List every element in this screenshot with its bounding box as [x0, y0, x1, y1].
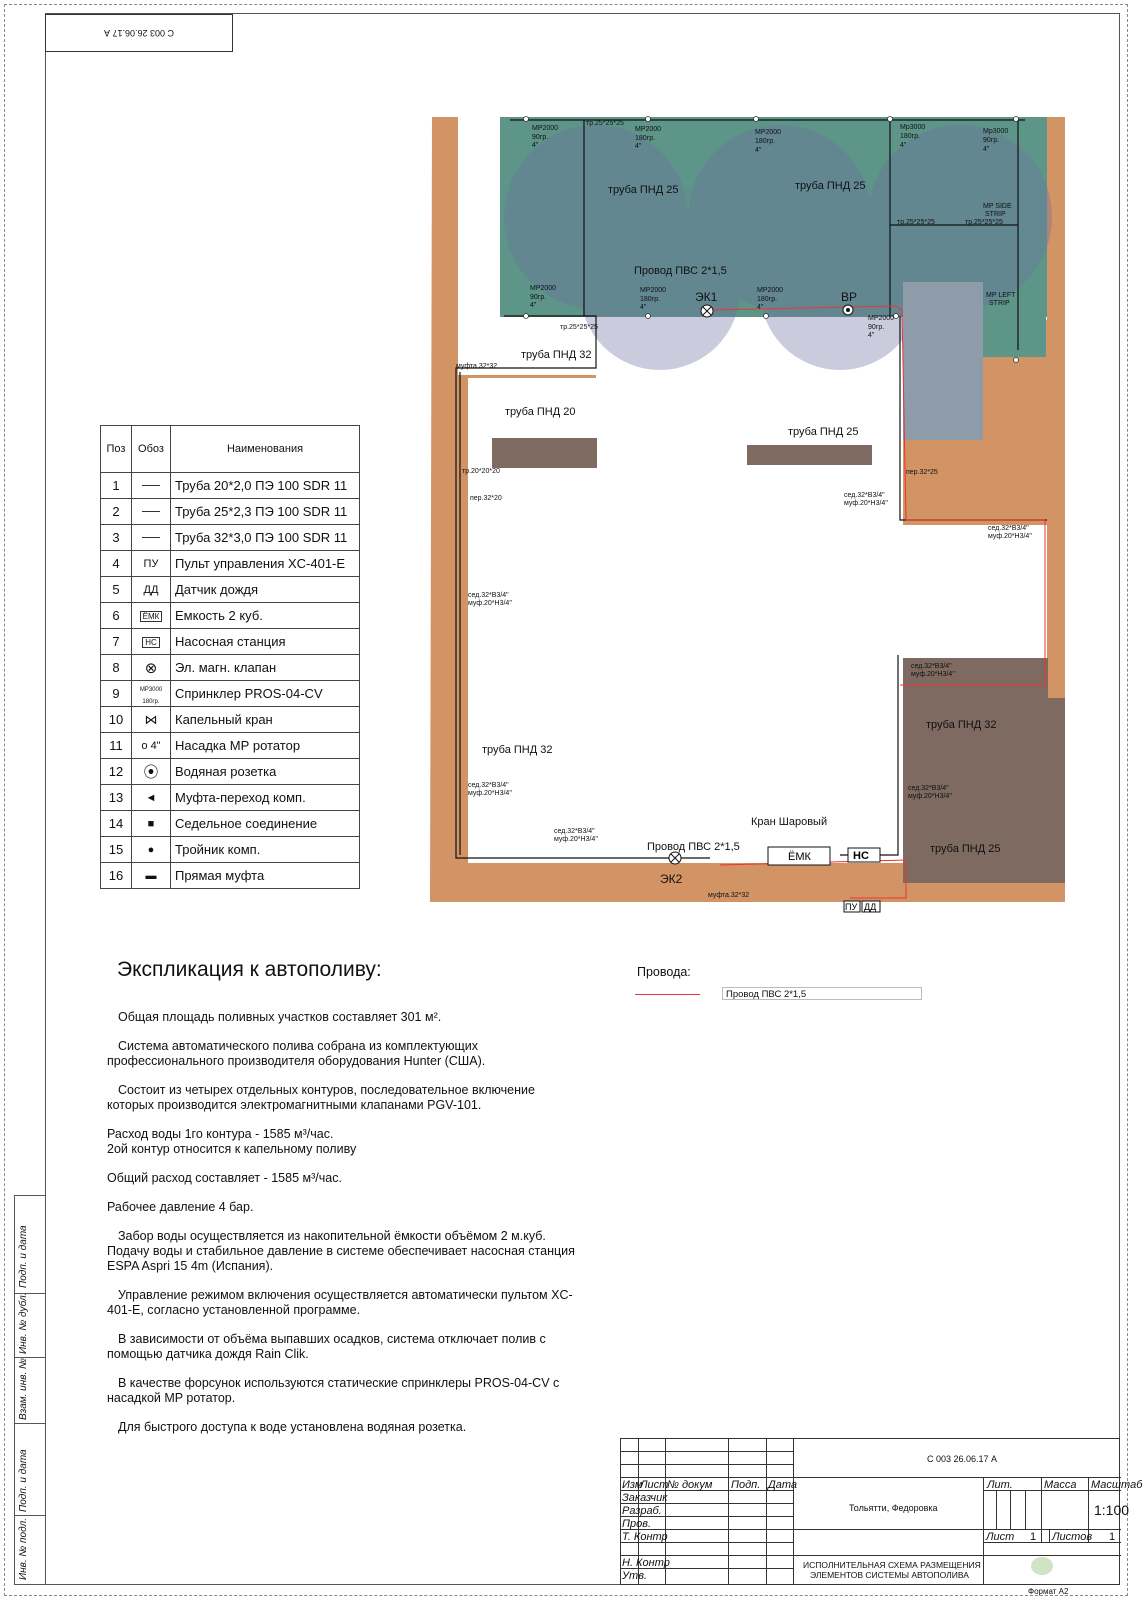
legend-symbol-text: ● — [147, 843, 155, 856]
svg-text:труба ПНД 32: труба ПНД 32 — [482, 744, 553, 756]
legend-pos: 7 — [101, 629, 132, 655]
svg-text:муф.20*Н3/4": муф.20*Н3/4" — [844, 500, 888, 507]
legend-symbol — [132, 629, 171, 655]
tb-col-list: Лист — [640, 1479, 669, 1491]
legend-name: Муфта-переход комп. — [171, 785, 360, 811]
svg-text:4": 4" — [900, 142, 907, 149]
legend-row — [101, 655, 360, 681]
explication-title: Экспликация к автополиву: — [117, 958, 382, 981]
legend-pos: 12 — [101, 759, 132, 785]
svg-text:сед.32*В3/4": сед.32*В3/4" — [844, 492, 885, 499]
svg-text:MP2000: MP2000 — [530, 285, 557, 292]
svg-text:MP SIDE: MP SIDE — [983, 203, 1012, 210]
legend-symbol — [132, 577, 171, 603]
legend-row — [101, 785, 360, 811]
expl-p2: Система автоматического полива собрана из комплектующих профессионального производителя оборудования Hunter (США). — [107, 1039, 486, 1068]
svg-text:180гр.: 180гр. — [755, 138, 776, 145]
legend-symbol — [132, 785, 171, 811]
legend-name: Эл. магн. клапан — [171, 655, 360, 681]
svg-text:муф.20*Н3/4": муф.20*Н3/4" — [908, 793, 952, 800]
expl-p8: Управление режимом включения осуществляется автоматически пультом XC-401-E, согласно установленной программе. — [107, 1288, 573, 1317]
legend-pos: 5 — [101, 577, 132, 603]
pipe-line-icon — [142, 511, 160, 512]
expl-p9: В зависимости от объёма выпавших осадков, система отключает полив с помощью датчика дождя Rain Clik. — [107, 1332, 546, 1361]
svg-text:муф.20*Н3/4": муф.20*Н3/4" — [988, 533, 1032, 540]
tb-massa: Масса — [1044, 1479, 1077, 1491]
expl-p4b: 2ой контур относится к капельному поливу — [107, 1142, 357, 1156]
tb-list-value: 1 — [1030, 1531, 1037, 1543]
legend-symbol — [132, 473, 171, 499]
svg-text:180гр.: 180гр. — [635, 135, 656, 142]
svg-text:4": 4" — [757, 304, 764, 311]
tb-title-1: ИСПОЛНИТЕЛЬНАЯ СХЕМА РАЗМЕЩЕНИЯ — [803, 1560, 981, 1570]
legend-symbol — [132, 759, 171, 785]
legend-row — [101, 629, 360, 655]
tb-role-6: Утв. — [622, 1570, 647, 1582]
wires-title: Провода: — [637, 965, 691, 979]
expl-p6: Рабочее давление 4 бар. — [107, 1200, 254, 1214]
svg-text:4": 4" — [868, 332, 875, 339]
svg-text:90гр.: 90гр. — [530, 294, 547, 301]
svg-text:НС: НС — [853, 850, 869, 862]
tb-role-5: Н. Контр — [622, 1557, 670, 1569]
legend-header-pos: Поз — [101, 426, 132, 473]
legend-symbol-text: ПУ — [143, 557, 159, 570]
svg-text:сед.32*В3/4": сед.32*В3/4" — [468, 782, 509, 789]
svg-text:ДД: ДД — [864, 902, 877, 912]
legend-symbol-text: MP3000 180гр. — [139, 686, 163, 705]
svg-text:MP2000: MP2000 — [757, 287, 784, 294]
legend-row — [101, 577, 360, 603]
wire-legend-line — [635, 994, 700, 995]
svg-text:4": 4" — [530, 302, 537, 309]
legend-symbol — [132, 707, 171, 733]
svg-text:муф.20*Н3/4": муф.20*Н3/4" — [468, 790, 512, 797]
legend-pos: 4 — [101, 551, 132, 577]
legend-symbol-text: ■ — [147, 817, 155, 830]
svg-text:ВР: ВР — [841, 290, 858, 304]
side-label-1: Подп. и дата — [18, 1225, 29, 1288]
svg-text:муф.20*Н3/4": муф.20*Н3/4" — [554, 836, 598, 843]
svg-text:MP LEFT: MP LEFT — [986, 292, 1016, 299]
legend-symbol — [132, 811, 171, 837]
svg-text:90гр.: 90гр. — [983, 137, 1000, 144]
expl-p1: Общая площадь поливных участков составляет 301 м². — [118, 1010, 442, 1024]
svg-text:тр.20*20*20: тр.20*20*20 — [462, 468, 500, 475]
svg-text:труба ПНД 25: труба ПНД 25 — [930, 843, 1001, 855]
svg-text:STRIP: STRIP — [989, 300, 1010, 307]
tb-role-1: Заказчик — [622, 1492, 668, 1504]
svg-text:4": 4" — [755, 147, 762, 154]
explication-text — [107, 1010, 577, 1449]
side-label-4: Подп. и дата — [18, 1449, 29, 1512]
svg-text:Mp3000: Mp3000 — [900, 124, 926, 131]
legend-pos: 13 — [101, 785, 132, 811]
legend-name: Тройник комп. — [171, 837, 360, 863]
legend-symbol — [132, 551, 171, 577]
legend-symbol — [132, 499, 171, 525]
legend-name: Водяная розетка — [171, 759, 360, 785]
tb-col-izm: Изм — [622, 1479, 643, 1491]
tb-listov-label: Листов — [1052, 1531, 1093, 1543]
tb-listov-value: 1 — [1109, 1531, 1116, 1543]
side-stamp-strip — [14, 1195, 46, 1585]
svg-text:сед.32*В3/4": сед.32*В3/4" — [468, 592, 509, 599]
svg-text:сед.32*В3/4": сед.32*В3/4" — [988, 525, 1029, 532]
svg-text:труба ПНД 20: труба ПНД 20 — [505, 406, 576, 418]
legend-row — [101, 863, 360, 889]
title-block — [620, 1438, 1142, 1585]
irrigation-plan — [420, 110, 1080, 910]
legend-symbol-text: ◄ — [145, 791, 157, 804]
drip-valve-icon: ⋈ — [144, 711, 158, 727]
svg-text:Кран Шаровый: Кран Шаровый — [751, 816, 828, 828]
legend-symbol-text: НС — [142, 637, 160, 648]
legend-name: Емкость 2 куб. — [171, 603, 360, 629]
svg-text:STRIP: STRIP — [985, 211, 1006, 218]
svg-text:MP2000: MP2000 — [635, 126, 662, 133]
legend-pos: 6 — [101, 603, 132, 629]
legend-name: Насадка МР ротатор — [171, 733, 360, 759]
legend-row — [101, 525, 360, 551]
format-label: Формат А2 — [1028, 1587, 1069, 1596]
legend-name: Седельное соединение — [171, 811, 360, 837]
expl-p4a: Расход воды 1го контура - 1585 м³/час. — [107, 1127, 334, 1141]
side-label-3: Взам. инв. № — [18, 1358, 29, 1420]
expl-p3: Состоит из четырех отдельных контуров, последовательное включение которых производится электромагнитными клапанами PGV-101. — [107, 1083, 535, 1112]
legend-symbol — [132, 655, 171, 681]
tb-col-date: Дата — [768, 1479, 798, 1491]
legend-pos: 3 — [101, 525, 132, 551]
legend-row — [101, 603, 360, 629]
svg-text:Провод ПВС 2*1,5: Провод ПВС 2*1,5 — [647, 841, 740, 853]
svg-text:тр.25*25*25: тр.25*25*25 — [897, 219, 935, 226]
plan-bed-2 — [747, 445, 872, 465]
legend-name: Труба 25*2,3 ПЭ 100 SDR 11 — [171, 499, 360, 525]
legend-row — [101, 551, 360, 577]
svg-text:ЭК2: ЭК2 — [660, 872, 683, 886]
legend-row — [101, 707, 360, 733]
tb-role-2: Разраб. — [622, 1505, 662, 1517]
tb-title-2: ЭЛЕМЕНТОВ СИСТЕМЫ АВТОПОЛИВА — [810, 1570, 969, 1580]
expl-p7: Забор воды осуществляется из накопительной ёмкости объёмом 2 м.куб. Подачу воды и стабильное давление в системе обеспечивает насосная станция ESPA Aspri 15 4m (Испания). — [107, 1229, 575, 1273]
tb-role-3: Пров. — [622, 1518, 652, 1530]
svg-text:пер.32*20: пер.32*20 — [470, 495, 502, 502]
tb-list-label: Лист — [986, 1531, 1015, 1543]
svg-text:Mp3000: Mp3000 — [983, 128, 1009, 135]
water-outlet-icon: ⦿ — [143, 764, 159, 781]
svg-text:ЁМК: ЁМК — [788, 851, 811, 863]
svg-text:180гр.: 180гр. — [640, 296, 661, 303]
legend-pos: 9 — [101, 681, 132, 707]
svg-text:сед.32*В3/4": сед.32*В3/4" — [911, 663, 952, 670]
legend-pos: 15 — [101, 837, 132, 863]
legend-row — [101, 733, 360, 759]
svg-text:тр.25*25*25: тр.25*25*25 — [965, 219, 1003, 226]
legend-symbol — [132, 733, 171, 759]
legend-row — [101, 837, 360, 863]
legend-row — [101, 811, 360, 837]
legend-symbol — [132, 681, 171, 707]
legend-symbol-text: ЁМК — [140, 611, 163, 622]
side-label-2: Инв. № дубл. — [18, 1292, 29, 1354]
svg-text:тр.25*25*25: тр.25*25*25 — [560, 324, 598, 331]
legend-row — [101, 759, 360, 785]
svg-text:сед.32*В3/4": сед.32*В3/4" — [554, 828, 595, 835]
tb-role-4: Т. Контр — [622, 1531, 668, 1543]
svg-text:4": 4" — [635, 143, 642, 150]
pipe-line-icon — [142, 537, 160, 538]
tee-label: тр.25*25*25 — [586, 120, 624, 127]
svg-text:MP2000: MP2000 — [640, 287, 667, 294]
tb-masshtab: Масштаб — [1091, 1479, 1142, 1491]
svg-text:MP2000: MP2000 — [755, 129, 782, 136]
tb-col-doc: № докум — [667, 1479, 713, 1491]
legend-name: Насосная станция — [171, 629, 360, 655]
legend-symbol-text: ▬ — [145, 869, 157, 882]
legend-header-name: Наименования — [171, 426, 360, 473]
plan-bed-1 — [492, 438, 597, 468]
legend-pos: 11 — [101, 733, 132, 759]
legend-name: Труба 32*3,0 ПЭ 100 SDR 11 — [171, 525, 360, 551]
legend-name: Пульт управления XC-401-E — [171, 551, 360, 577]
svg-text:труба ПНД 32: труба ПНД 32 — [926, 719, 997, 731]
expl-p11: Для быстрого доступа к воде установлена водяная розетка. — [118, 1420, 467, 1434]
svg-text:ПУ: ПУ — [845, 902, 858, 912]
legend-pos: 16 — [101, 863, 132, 889]
side-label-5: Инв. № подл. — [18, 1517, 29, 1580]
spr-label-1: MP2000 — [532, 125, 559, 132]
tb-code: С 003 26.06.17 А — [927, 1454, 998, 1464]
legend-name: Спринклер PROS-04-CV — [171, 681, 360, 707]
svg-text:труба ПНД 25: труба ПНД 25 — [788, 426, 859, 438]
svg-text:MP2000: MP2000 — [868, 315, 895, 322]
legend-name: Капельный кран — [171, 707, 360, 733]
svg-text:сед.32*В3/4": сед.32*В3/4" — [908, 785, 949, 792]
svg-text:труба ПНД 25: труба ПНД 25 — [608, 184, 679, 196]
legend-name: Прямая муфта — [171, 863, 360, 889]
legend-name: Датчик дождя — [171, 577, 360, 603]
legend-pos: 1 — [101, 473, 132, 499]
tb-col-podp: Подп. — [731, 1479, 761, 1491]
legend-pos: 8 — [101, 655, 132, 681]
legend-symbol — [132, 863, 171, 889]
svg-text:4": 4" — [532, 142, 539, 149]
legend-table — [100, 425, 360, 889]
legend-symbol — [132, 525, 171, 551]
legend-header-sym: Обоз — [132, 426, 171, 473]
svg-text:муфта.32*32: муфта.32*32 — [456, 363, 498, 370]
legend-pos: 2 — [101, 499, 132, 525]
svg-text:180гр.: 180гр. — [757, 296, 778, 303]
svg-text:пер.32*25: пер.32*25 — [906, 469, 938, 476]
legend-pos: 10 — [101, 707, 132, 733]
logo-icon — [1031, 1557, 1053, 1575]
svg-text:90гр.: 90гр. — [532, 134, 549, 141]
tb-lit: Лит. — [987, 1479, 1013, 1491]
legend-symbol-text: o 4" — [141, 739, 161, 752]
svg-text:муф.20*Н3/4": муф.20*Н3/4" — [911, 671, 955, 678]
svg-text:муфта.32*32: муфта.32*32 — [708, 892, 750, 899]
legend-row — [101, 681, 360, 707]
legend-symbol-text: ДД — [143, 583, 159, 596]
svg-text:4": 4" — [983, 146, 990, 153]
svg-text:4": 4" — [640, 304, 647, 311]
legend-row — [101, 473, 360, 499]
svg-text:труба ПНД 32: труба ПНД 32 — [521, 349, 592, 361]
tb-location: Тольятти, Федоровка — [849, 1503, 938, 1513]
svg-text:муф.20*Н3/4": муф.20*Н3/4" — [468, 600, 512, 607]
plan-pad — [903, 282, 983, 440]
svg-text:труба ПНД 25: труба ПНД 25 — [795, 180, 866, 192]
wire-legend-label: Провод ПВС 2*1,5 — [722, 987, 922, 1000]
svg-text:180гр.: 180гр. — [900, 133, 921, 140]
tb-scale: 1:100 — [1094, 1502, 1130, 1518]
expl-p5: Общий расход составляет - 1585 м³/час. — [107, 1171, 342, 1185]
legend-row — [101, 499, 360, 525]
legend-name: Труба 20*2,0 ПЭ 100 SDR 11 — [171, 473, 360, 499]
top-stamp: С 003 26.06.17 А — [45, 14, 233, 52]
legend-symbol — [132, 837, 171, 863]
svg-text:90гр.: 90гр. — [868, 324, 885, 331]
valve-icon: ⊗ — [144, 659, 158, 677]
svg-text:ЭК1: ЭК1 — [695, 290, 718, 304]
svg-text:Провод ПВС 2*1,5: Провод ПВС 2*1,5 — [634, 265, 727, 277]
pipe-line-icon — [142, 485, 160, 486]
expl-p10: В качестве форсунок используются статические спринклеры PROS-04-CV с насадкой MP ротатор. — [107, 1376, 560, 1405]
legend-symbol — [132, 603, 171, 629]
legend-pos: 14 — [101, 811, 132, 837]
